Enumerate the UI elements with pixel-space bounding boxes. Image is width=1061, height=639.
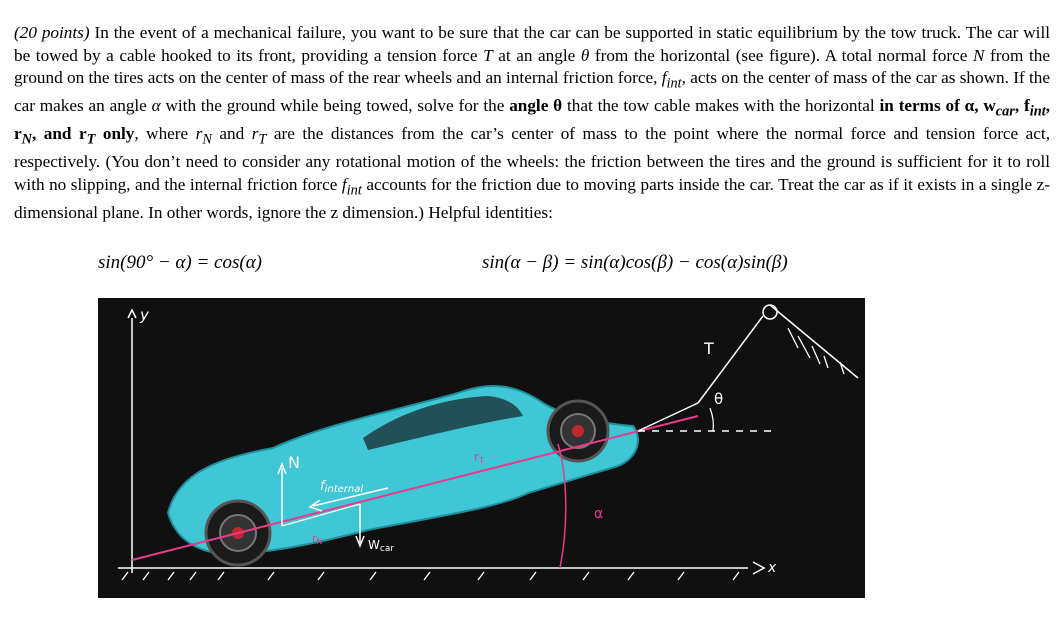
rN-label: rN xyxy=(312,532,323,546)
normal-force-label: N xyxy=(288,453,300,472)
helpful-identities xyxy=(0,252,1061,282)
identity-sin-difference: sin(α − β) = sin(α)cos(β) − cos(α)sin(β) xyxy=(482,252,788,273)
weight-label: Wcar xyxy=(368,538,395,554)
car-tow-figure xyxy=(98,298,865,598)
problem-statement xyxy=(14,22,1050,225)
points-label: (20 points) xyxy=(14,23,90,42)
x-axis-label: x xyxy=(768,560,777,576)
rT-label: rT xyxy=(474,450,484,465)
front-brake-caliper xyxy=(572,425,584,437)
identity-sin-90: sin(90° − α) = cos(α) xyxy=(98,252,262,273)
y-axis-label: y xyxy=(140,306,149,324)
problem-paragraph: (20 points) In the event of a mechanical failure, you want to be sure that the car can be supported in static equilibrium by the tow truck. The car will be towed by a cable hooked to its front, providing a tension force T at an angle θ from the horizontal (see figure). A total normal force N from the ground on the tires acts on the center of mass of the rear wheels and an internal friction force, $f_{int}$, acts on the center of mass of the car as shown. If the car makes an angle α with the ground while being towed, solve for the angle θ that the tow cable makes with the horizontal in terms of α, $w_{car}$, $f_{int}$, $r_N$, and $r_T$ only, where $r_N$ and $r_T$ are the distances from the car’s center of mass to the point where the normal force and tension force act, respectively. (You don’t need to consider any rotational motion of the wheels: the friction between the tires and the ground is sufficient for it to roll with no slipping, and the internal friction force $f_{int}$ accounts for the friction due to moving parts inside the car. Treat the car as if it exists in a single z-dimensional plane. In other words, ignore the z dimension.) Helpful identities: xyxy=(14,23,1051,222)
friction-label: finternal xyxy=(320,479,364,495)
alpha-label: α xyxy=(594,506,604,522)
theta-label: θ xyxy=(714,390,724,408)
tension-label: T xyxy=(704,339,714,358)
